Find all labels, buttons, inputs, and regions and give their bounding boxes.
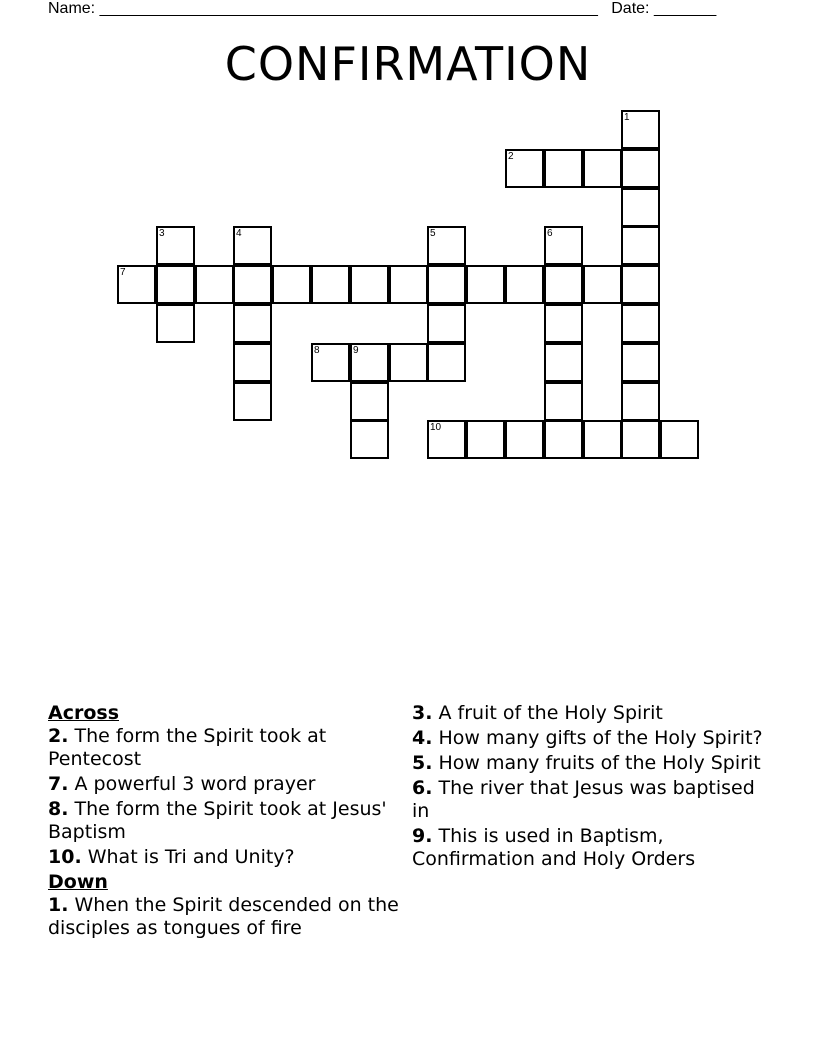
grid-cell[interactable]	[350, 265, 389, 304]
grid-cell[interactable]	[427, 343, 466, 382]
clue-text: A powerful 3 word prayer	[74, 773, 316, 795]
clue-across-8	[48, 798, 404, 844]
clue-number: 8.	[48, 798, 69, 820]
grid-cell[interactable]	[544, 304, 583, 343]
grid-cell[interactable]	[311, 265, 350, 304]
grid-cell[interactable]	[233, 343, 272, 382]
clue-number: 1.	[48, 894, 69, 916]
grid-cell[interactable]	[544, 149, 583, 188]
grid-cell[interactable]	[621, 420, 660, 459]
cell-number: 8	[314, 345, 320, 356]
clue-down-5	[412, 752, 772, 775]
grid-cell[interactable]	[350, 382, 389, 421]
name-blank[interactable]: ________________________________________________________	[99, 0, 598, 17]
across-heading: Across	[48, 702, 120, 724]
clue-number: 7.	[48, 773, 69, 795]
grid-cell[interactable]	[233, 304, 272, 343]
grid-cell[interactable]	[583, 265, 622, 304]
clue-across-2	[48, 725, 404, 771]
clues-right-column	[412, 702, 772, 873]
grid-cell[interactable]	[272, 265, 311, 304]
grid-cell[interactable]	[427, 226, 466, 265]
clue-text: The form the Spirit took at Pentecost	[48, 725, 327, 770]
grid-cell[interactable]	[583, 149, 622, 188]
grid-cell[interactable]	[621, 188, 660, 227]
grid-cell[interactable]	[544, 382, 583, 421]
clue-number: 4.	[412, 727, 433, 749]
grid-cell[interactable]	[350, 420, 389, 459]
clue-text: A fruit of the Holy Spirit	[438, 702, 663, 724]
cell-number: 5	[430, 228, 436, 239]
clue-down-4	[412, 727, 772, 750]
grid-cell[interactable]	[195, 265, 234, 304]
clue-number: 2.	[48, 725, 69, 747]
cell-number: 9	[353, 345, 359, 356]
clue-text: How many gifts of the Holy Spirit?	[438, 727, 763, 749]
clue-across-7	[48, 773, 404, 796]
clue-text: This is used in Baptism, Confirmation and Holy Orders	[412, 825, 696, 870]
grid-cell[interactable]	[156, 226, 195, 265]
cell-number: 1	[624, 112, 630, 123]
grid-cell[interactable]	[544, 226, 583, 265]
grid-cell[interactable]	[621, 343, 660, 382]
grid-cell[interactable]	[621, 304, 660, 343]
cell-number: 2	[508, 151, 514, 162]
grid-cell[interactable]	[389, 265, 428, 304]
grid-cell[interactable]	[505, 265, 544, 304]
cell-number: 10	[430, 422, 442, 433]
date-blank[interactable]: _______	[653, 0, 717, 17]
cell-number: 6	[547, 228, 553, 239]
grid-cell[interactable]	[621, 110, 660, 149]
page-title: CONFIRMATION	[224, 37, 592, 91]
grid-cell[interactable]	[311, 343, 350, 382]
grid-cell[interactable]	[621, 149, 660, 188]
grid-cell[interactable]	[583, 420, 622, 459]
grid-cell[interactable]	[505, 420, 544, 459]
grid-cell[interactable]	[505, 149, 544, 188]
cell-number: 3	[159, 228, 165, 239]
name-label: Name:	[48, 0, 96, 17]
grid-cell[interactable]	[544, 420, 583, 459]
clue-text: How many fruits of the Holy Spirit	[438, 752, 761, 774]
grid-cell[interactable]	[389, 343, 428, 382]
clue-down-6	[412, 777, 772, 823]
clue-down-9	[412, 825, 772, 871]
clue-text: What is Tri and Unity?	[87, 846, 295, 868]
cell-number: 7	[120, 267, 126, 278]
grid-cell[interactable]	[660, 420, 699, 459]
crossword-grid	[0, 0, 816, 480]
grid-cell[interactable]	[117, 265, 156, 304]
date-label: Date:	[611, 0, 650, 17]
grid-cell[interactable]	[466, 420, 505, 459]
down-heading: Down	[48, 871, 108, 893]
cell-number: 4	[236, 228, 242, 239]
clue-number: 5.	[412, 752, 433, 774]
clue-text: The form the Spirit took at Jesus' Baptism	[48, 798, 387, 843]
grid-cell[interactable]	[427, 304, 466, 343]
grid-cell[interactable]	[427, 420, 466, 459]
clue-number: 9.	[412, 825, 433, 847]
grid-cell[interactable]	[233, 265, 272, 304]
clue-number: 10.	[48, 846, 82, 868]
grid-cell[interactable]	[156, 265, 195, 304]
clues-left-column	[48, 702, 404, 942]
clue-text: The river that Jesus was baptised in	[412, 777, 755, 822]
grid-cell[interactable]	[156, 304, 195, 343]
grid-cell[interactable]	[544, 343, 583, 382]
grid-cell[interactable]	[427, 265, 466, 304]
clue-number: 3.	[412, 702, 433, 724]
grid-cell[interactable]	[621, 226, 660, 265]
grid-cell[interactable]	[621, 265, 660, 304]
grid-cell[interactable]	[621, 382, 660, 421]
clue-number: 6.	[412, 777, 433, 799]
grid-cell[interactable]	[350, 343, 389, 382]
grid-cell[interactable]	[544, 265, 583, 304]
clue-across-10	[48, 846, 404, 869]
grid-cell[interactable]	[233, 382, 272, 421]
grid-cell[interactable]	[466, 265, 505, 304]
grid-cell[interactable]	[233, 226, 272, 265]
clue-down-1	[48, 894, 404, 940]
clue-text: When the Spirit descended on the disciples as tongues of fire	[48, 894, 399, 939]
clue-down-3	[412, 702, 772, 725]
